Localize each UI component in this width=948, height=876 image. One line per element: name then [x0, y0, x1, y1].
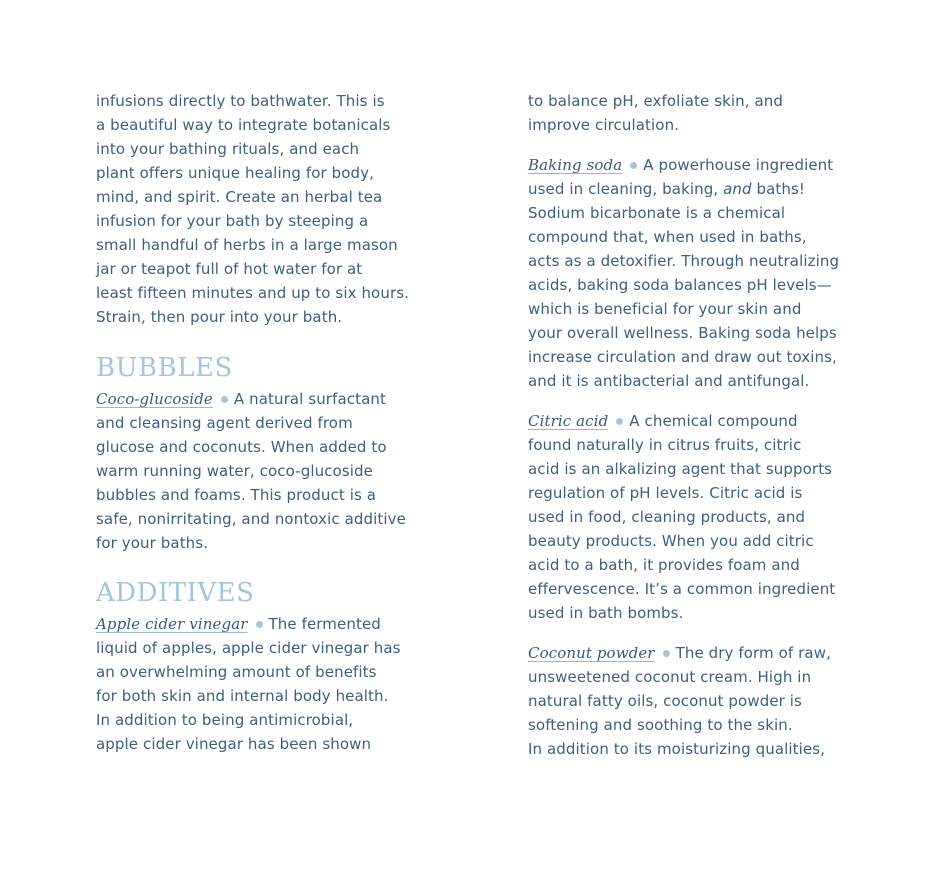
- text-line: which is beneficial for your skin and: [528, 300, 802, 318]
- text-line: acts as a detoxifier. Through neutralizing: [528, 252, 840, 270]
- baking-soda-entry: [528, 153, 858, 393]
- text-line: In addition to its moisturizing qualities,: [528, 740, 826, 758]
- text-line: regulation of pH levels. Citric acid is: [528, 484, 803, 502]
- text-line: for your baths.: [96, 534, 209, 552]
- text-line: glucose and coconuts. When added to: [96, 438, 387, 456]
- coconut-powder-entry: [528, 641, 858, 761]
- entry-text: A chemical compound: [629, 412, 798, 430]
- entry-text: baths!: [751, 180, 806, 198]
- text-line: In addition to being antimicrobial,: [96, 711, 354, 729]
- text-line: jar or teapot full of hot water for at: [96, 260, 363, 278]
- coco-glucoside-entry: [96, 387, 426, 555]
- entry-first-line: [528, 153, 858, 177]
- entry-first-line: [96, 612, 426, 636]
- text-line: plant offers unique healing for body,: [96, 164, 374, 182]
- spacer: [528, 393, 858, 409]
- text-line: acid to a bath, it provides foam and: [528, 556, 800, 574]
- text-line: Strain, then pour into your bath.: [96, 308, 343, 326]
- apple-cider-vinegar-term: Apple cider vinegar: [96, 615, 248, 633]
- text-line: to balance pH, exfoliate skin, and: [528, 92, 784, 110]
- bullet-dot-icon: [630, 162, 637, 169]
- text-line: [528, 177, 858, 201]
- coconut-powder-term: Coconut powder: [528, 644, 655, 662]
- entry-text: A powerhouse ingredient: [643, 156, 834, 174]
- text-line: improve circulation.: [528, 116, 680, 134]
- text-line: compound that, when used in baths,: [528, 228, 807, 246]
- coco-glucoside-term: Coco-glucoside: [96, 390, 213, 408]
- text-line: Sodium bicarbonate is a chemical: [528, 204, 786, 222]
- bullet-dot-icon: [663, 650, 670, 657]
- text-line: increase circulation and draw out toxins,: [528, 348, 837, 366]
- bullet-dot-icon: [221, 396, 228, 403]
- text-line: mind, and spirit. Create an herbal tea: [96, 188, 383, 206]
- text-line: safe, nonirritating, and nontoxic additive: [96, 510, 406, 528]
- text-line: into your bathing rituals, and each: [96, 140, 360, 158]
- entry-first-line: [528, 641, 858, 665]
- entry-text: The fermented: [268, 615, 381, 633]
- text-line: your overall wellness. Baking soda helps: [528, 324, 837, 342]
- entry-first-line: [96, 387, 426, 411]
- bullet-dot-icon: [616, 418, 623, 425]
- text-line: softening and soothing to the skin.: [528, 716, 793, 734]
- spacer: [528, 625, 858, 641]
- bullet-dot-icon: [256, 621, 263, 628]
- text-line: and cleansing agent derived from: [96, 414, 353, 432]
- apple-cider-vinegar-entry: [96, 612, 426, 756]
- text-line: found naturally in citrus fruits, citric: [528, 436, 802, 454]
- intro-paragraph: [96, 89, 426, 329]
- citric-acid-entry: [528, 409, 858, 625]
- text-line: acid is an alkalizing agent that supports: [528, 460, 833, 478]
- text-line: warm running water, coco-glucoside: [96, 462, 373, 480]
- text-line: an overwhelming amount of benefits: [96, 663, 377, 681]
- text-line: natural fatty oils, coconut powder is: [528, 692, 802, 710]
- text-line: bubbles and foams. This product is a: [96, 486, 377, 504]
- text-line: small handful of herbs in a large mason: [96, 236, 398, 254]
- text-line: liquid of apples, apple cider vinegar has: [96, 639, 401, 657]
- continuation-paragraph: [528, 89, 858, 137]
- bubbles-heading: BUBBLES: [96, 353, 233, 383]
- text-line: effervescence. It’s a common ingredient: [528, 580, 836, 598]
- right-column: [528, 89, 858, 761]
- text-line: acids, baking soda balances pH levels—: [528, 276, 832, 294]
- text-line: used in food, cleaning products, and: [528, 508, 806, 526]
- text-line: beauty products. When you add citric: [528, 532, 814, 550]
- entry-first-line: [528, 409, 858, 433]
- citric-acid-term: Citric acid: [528, 412, 609, 430]
- emphasis-text: and: [723, 180, 752, 198]
- text-line: least fifteen minutes and up to six hours.: [96, 284, 409, 302]
- spacer: [528, 137, 858, 153]
- text-line: unsweetened coconut cream. High in: [528, 668, 812, 686]
- baking-soda-term: Baking soda: [528, 156, 623, 174]
- left-column: [96, 89, 426, 756]
- text-line: a beautiful way to integrate botanicals: [96, 116, 391, 134]
- entry-text: used in cleaning, baking,: [528, 180, 724, 198]
- text-line: infusion for your bath by steeping a: [96, 212, 369, 230]
- entry-text: The dry form of raw,: [675, 644, 831, 662]
- text-line: and it is antibacterial and antifungal.: [528, 372, 810, 390]
- entry-text: A natural surfactant: [233, 390, 386, 408]
- additives-heading: ADDITIVES: [96, 578, 255, 608]
- text-line: for both skin and internal body health.: [96, 687, 389, 705]
- text-line: apple cider vinegar has been shown: [96, 735, 372, 753]
- text-line: used in bath bombs.: [528, 604, 684, 622]
- text-line: infusions directly to bathwater. This is: [96, 92, 385, 110]
